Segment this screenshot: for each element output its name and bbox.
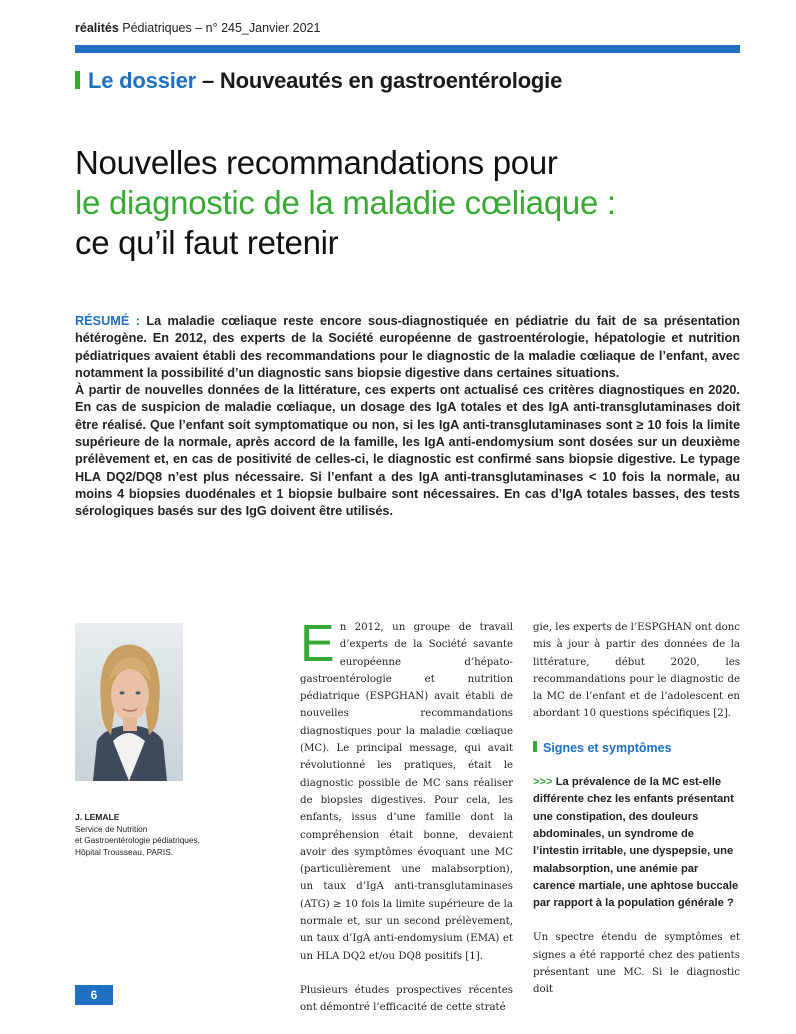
author-portrait [75,623,183,781]
subsection-marker [533,741,537,752]
section-topic: – Nouveautés en gastroentérologie [196,68,563,93]
journal-issue: Pédiatriques – n° 245_Janvier 2021 [118,21,321,35]
subsection-title: Signes et symptômes [543,740,672,755]
section-dossier: Le dossier [88,68,197,93]
journal-header [75,21,320,35]
author-affiliation-2: et Gastroentérologie pédiatriques, [75,835,200,845]
abstract-label: RÉSUMÉ : [75,314,140,328]
abstract-paragraph-1 [75,313,740,382]
page-number: 6 [75,985,113,1005]
title-line-1: Nouvelles recommandations pour [75,144,558,181]
abstract [75,313,740,521]
author-name: J. LEMALE [75,812,120,822]
body-paragraph-2-continued: gie, les experts de l’ESPGHAN ont donc mis à jour à partir des données de la littérature, début 2020, les recommandations pour le diagnostic de la MC de l’enfant et de l’adolescent en abordant 10 questions spécifiques [2]. [533,622,740,720]
author-affiliation-3: Hôpital Trousseau, PARIS. [75,846,174,857]
body-text-1: n 2012, un groupe de travail d’experts de la Société savante européenne d’hépato-gastroentérologie et nutrition pédiatrique (ESPGHAN) avait établi de nouvelles recommandations diagnostiques pour la maladie cœliaque (MC). Le principal message, qui avait révolutionné les pratiques, était le diagnostic possible de MC sans réaliser de biopsies digestives. Pour cela, les enfants, issus d’une famille dont la compréhension était bonne, devaient avoir des symptômes évoquant une MC (particulièrement une malabsorption), un taux d’IgA anti-transglutaminases (ATG) ≥ 10 fois la limite supérieure de la normale et, sur un second prélèvement, un taux d’IgA anti-endomysium (EMA) et un HLA DQ2 et/ou DQ8 positifs [1]. [300,622,513,962]
title-line-3: ce qu’il faut retenir [75,224,339,261]
section-heading [75,68,562,94]
subsection-heading [533,740,740,757]
body-paragraph-2: Plusieurs études prospectives récentes ont démontré l’efficacité de cette straté [300,984,513,1014]
question [533,774,740,912]
question-arrows: >>> [533,776,553,789]
title-line-2: le diagnostic de la maladie cœliaque : [75,184,616,221]
body-paragraph-1 [300,615,513,965]
body-paragraph-3: Un spectre étendu de symptômes et signes a été rapporté chez des patients présentant une MC. Si le diagnostic doit [533,932,740,996]
author-affiliation-1: Service de Nutrition [75,823,148,834]
journal-name: réalités [75,21,119,35]
header-rule [75,45,740,53]
abstract-text-1: La maladie cœliaque reste encore sous-diagnostiquée en pédiatrie du fait de sa présentation hétérogène. En 2012, des experts de la Société européenne de gastroentérologie, hépatologie et nutrition pédiatriques avaient établi des recommandations pour le diagnostic de la maladie cœliaque de l’enfant, avec notamment la possibilité d’un diagnostic sans biopsie digestive dans certaines situations. [75,314,741,380]
author-photo [75,623,183,781]
body-column-2 [533,619,740,1016]
article-title [75,143,745,263]
section-marker [75,71,80,89]
abstract-paragraph-2: À partir de nouvelles données de la littérature, ces experts ont actualisé ces critères diagnostiques en 2020. En cas de suspicion de maladie cœliaque, un dosage des IgA totales et des IgA anti-transglutaminases doit être réalisé. Que l’enfant soit symptomatique ou non, si les IgA anti-transglutaminases sont ≥ 10 fois la limite supérieure de la normale, après accord de la famille, les IgA anti-endomysium sont dosées sur un deuxième prélèvement et, en cas de positivité de celles-ci, le diagnostic est confirmé sans biopsie digestive. Le typage HLA DQ2/DQ8 n’est plus nécessaire. Si l’enfant a des IgA anti-transglutaminases < 10 fois la normale, au moins 4 biopsies duodénales et 1 biopsie bulbaire sont nécessaires. En cas d’IgA totales basses, des tests sérologiques basés sur des IgG doivent être utilisés. [75,383,740,519]
author-info [75,812,275,858]
drop-cap: E [300,615,335,673]
body-column-1 [300,615,513,1034]
question-text: La prévalence de la MC est-elle différente chez les enfants présentant une constipation, des douleurs abdominales, un syndrome de l’intestin irritable, une dyspepsie, une malabsorption, une anémie par carence martiale, une aphtose buccale par rapport à la population générale ? [533,776,739,910]
